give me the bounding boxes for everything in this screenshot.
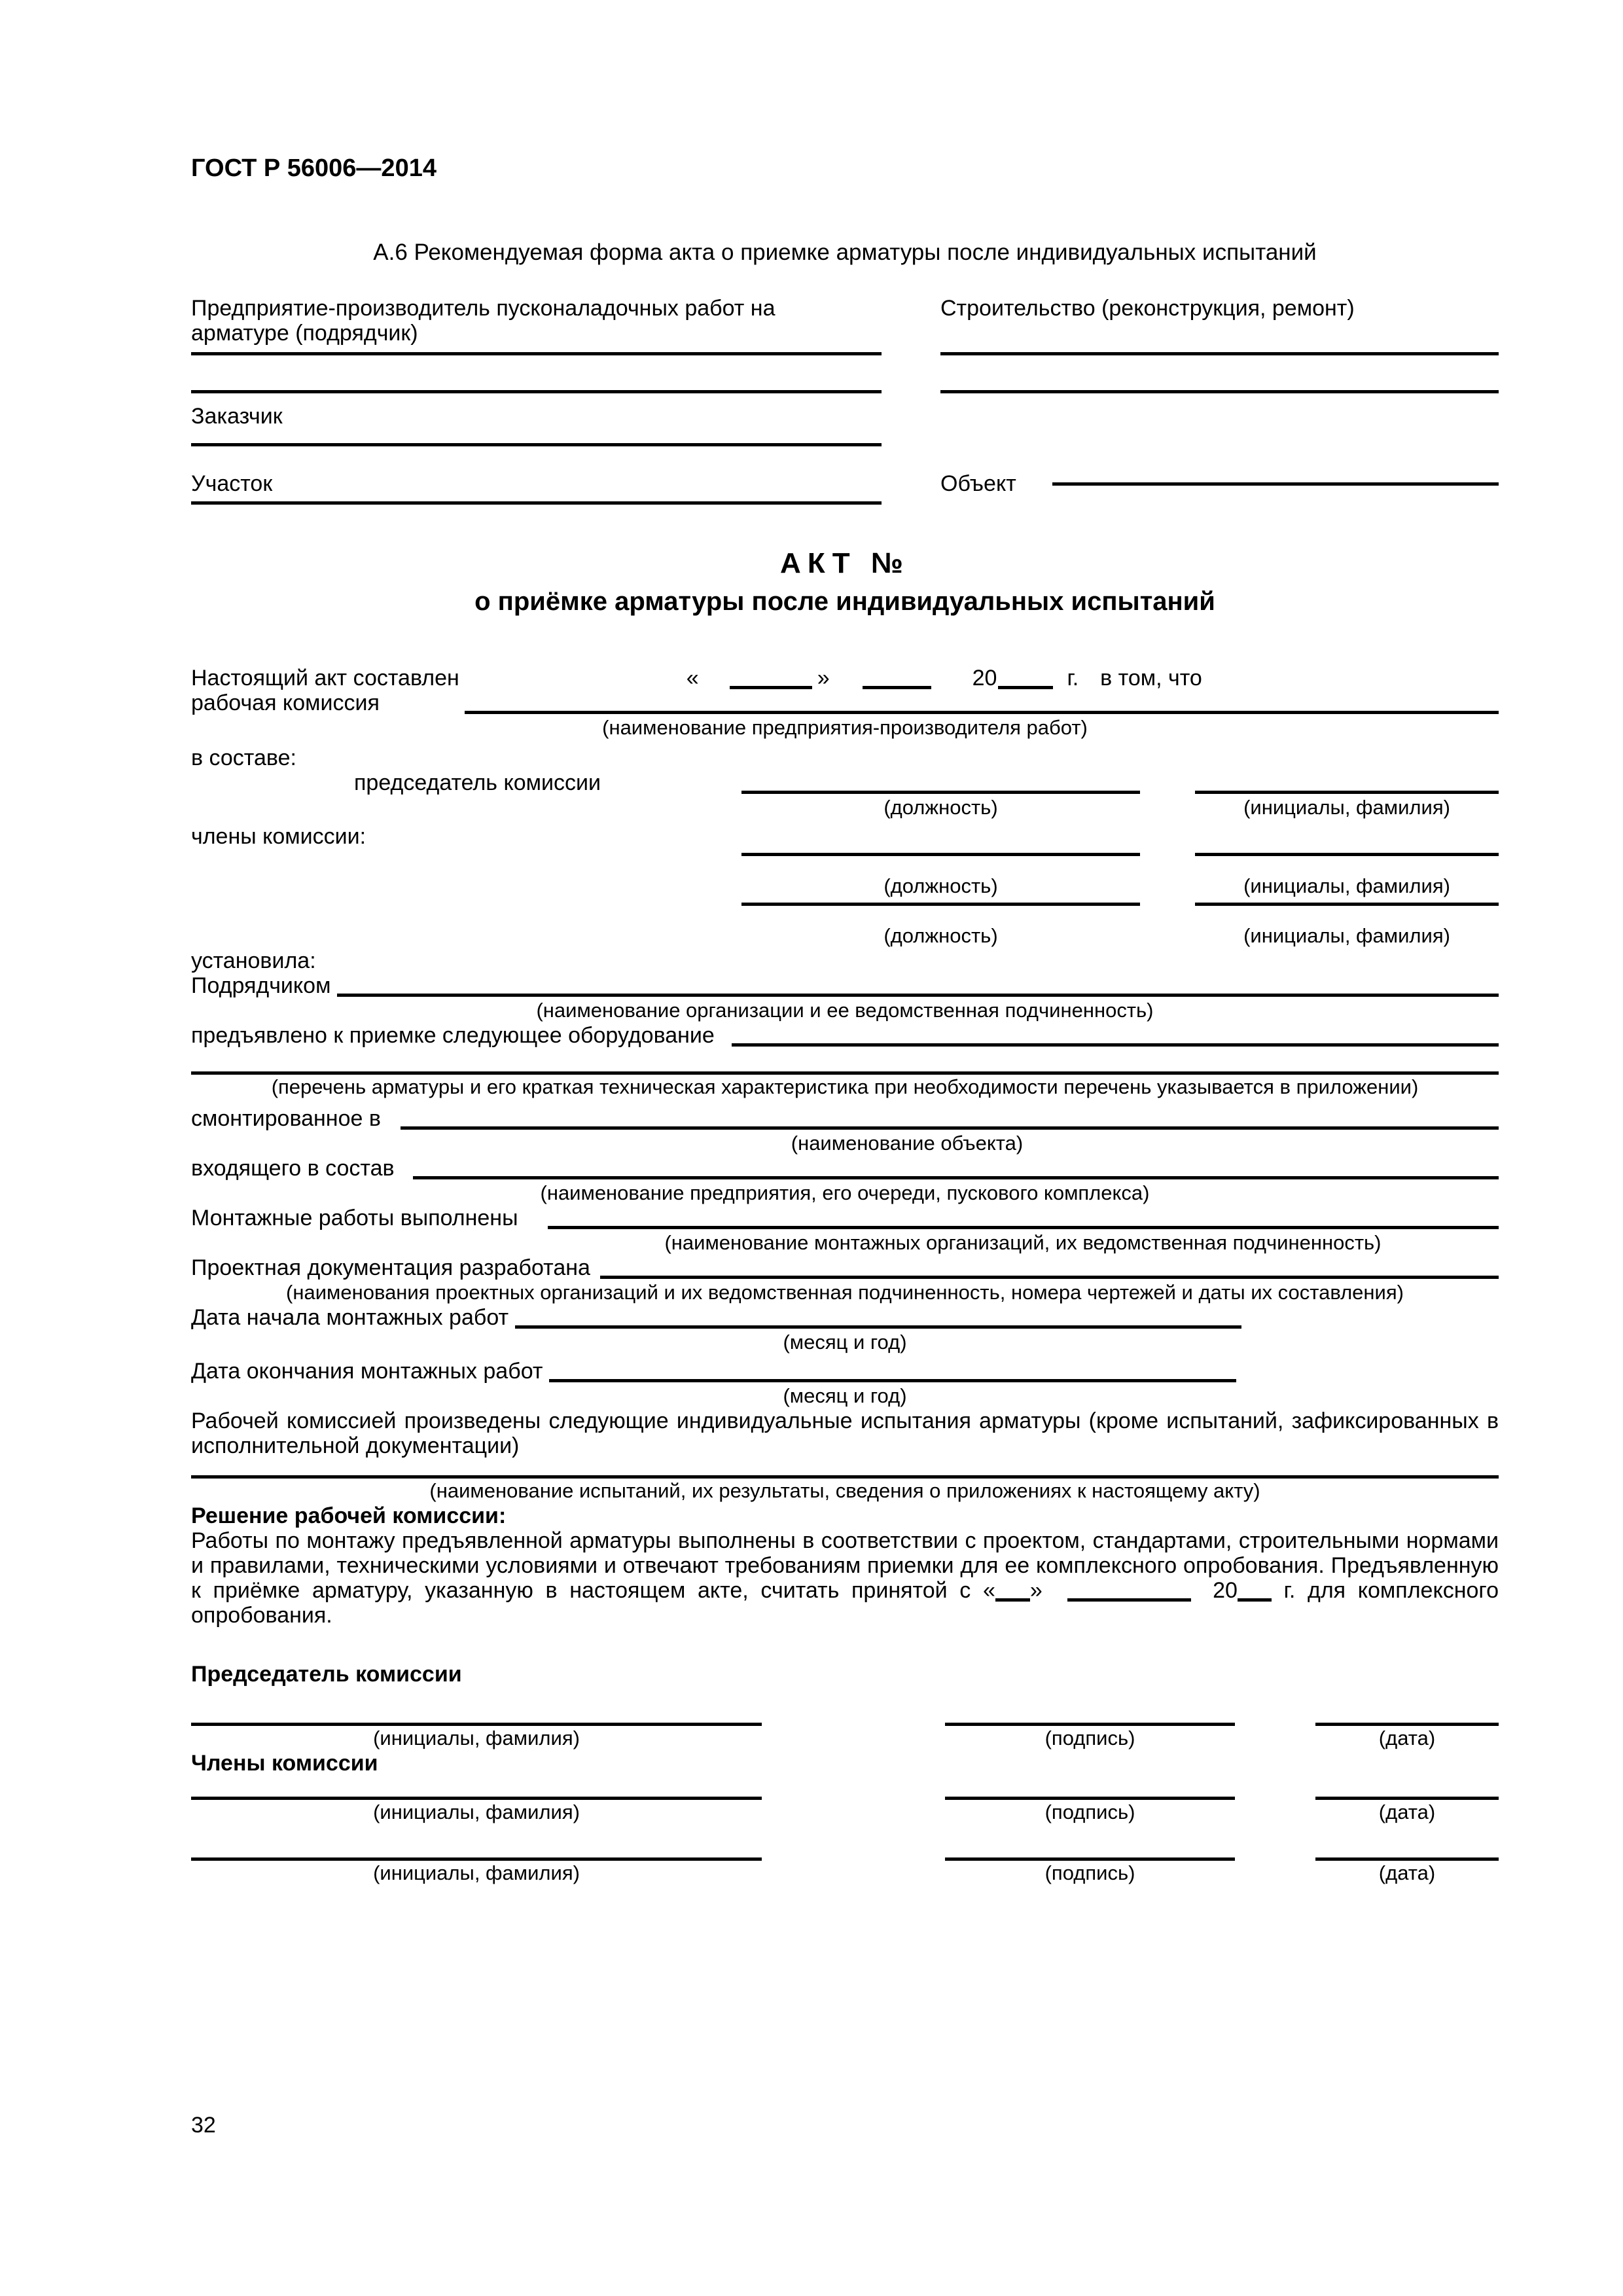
chairman-row [191,770,1499,795]
construction-extra-line [940,355,1499,393]
decision-paragraph [191,1528,1499,1628]
sign-caption: (подпись) [1044,1861,1135,1884]
position-caption: (должность) [883,874,998,897]
header-fields-block [191,296,1499,505]
gap [1235,1861,1315,1886]
member1-captions [191,874,1499,899]
quote-close: » [1029,1578,1043,1603]
start-date-label: Дата начала монтажных работ [191,1305,509,1330]
position-caption: (должность) [883,924,998,947]
chairman-signature-title: Председатель комиссии [191,1662,462,1687]
project-doc-row [191,1255,1499,1280]
name-caption: (инициалы, фамилия) [1243,874,1450,897]
member2-name-fill [1195,903,1499,906]
gap [762,1861,945,1886]
part-of-caption: (наименование предприятия, его очереди, пускового комплекса) [540,1181,1150,1204]
name-caption: (инициалы, фамилия) [373,1727,580,1749]
tests-fill-line [191,1458,1499,1479]
decision-text-before: Работы по монтажу предъявленной арматуры выполнены в соответствии с проектом, стандартами, строительными нормами и правилами, техническими условиями и отвечают требованиям приемки для ее комплексного опробования. Предъявленную к приёмке арматуру, указанную в настоящем акте, считать принятой с [191,1528,1499,1603]
mounted-row [191,1106,1499,1131]
tests-caption: (наименование испытаний, их результаты, сведения о приложениях к настоящему акту) [429,1479,1260,1502]
gap [1235,1800,1315,1825]
gap [762,1800,945,1825]
presented-caption: (перечень арматуры и его краткая техническая характеристика при необходимости перечень указывается в приложении) [271,1075,1419,1098]
contractor-field [191,296,882,355]
presented-extra-line [191,1048,1499,1075]
decision-day-blank [995,1598,1030,1602]
composed-date-row [191,666,1499,691]
contractor-row-label: Подрядчиком [191,973,331,998]
part-of-label: входящего в состав [191,1156,395,1181]
project-doc-fill [600,1276,1499,1279]
sign-caption: (подпись) [1044,1727,1135,1749]
site-field [191,446,882,505]
gap [1140,874,1195,899]
part-of-fill [413,1176,1499,1179]
chairman-name-fill [1195,791,1499,794]
decision-title: Решение рабочей комиссии: [191,1503,507,1528]
member-signature-captions-2 [191,1861,1499,1886]
sign-caption: (подпись) [1044,1801,1135,1823]
act-body [191,666,1499,1886]
object-label: Объект [940,471,1016,496]
spacer [191,874,741,899]
mounted-fill [401,1126,1499,1130]
spacer [191,924,741,948]
gost-standard-number: ГОСТ Р 56006—2014 [191,154,437,182]
year-blank [998,686,1053,689]
member2-position-fill [741,903,1140,906]
date-caption: (дата) [1378,1727,1436,1749]
decision-month-blank [1067,1598,1191,1602]
project-doc-label: Проектная документация разработана [191,1255,590,1280]
end-date-label: Дата окончания монтажных работ [191,1359,543,1384]
tests-paragraph: Рабочей комиссией произведены следующие индивидуальные испытания арматуры (кроме испытаний, зафиксированных в исполнительной документации) [191,1408,1499,1458]
end-date-row [191,1359,1499,1384]
gap [1140,795,1195,820]
commission-name-caption: (наименование предприятия-производителя работ) [602,716,1088,739]
position-caption: (должность) [883,796,998,819]
customer-field [191,393,882,446]
quote-close: » [817,666,830,691]
member2-captions [191,924,1499,948]
construction-field [940,296,1499,355]
start-date-row [191,1305,1499,1330]
works-done-caption: (наименование монтажных организаций, их ведомственная подчиненность) [664,1231,1382,1254]
decision-year-blank [1238,1598,1272,1602]
end-date-caption: (месяц и год) [783,1384,907,1407]
end-date-fill [549,1379,1236,1382]
object-fill-line [1052,482,1499,486]
presented-fill [732,1043,1499,1047]
members-signature-title: Члены комиссии [191,1751,378,1776]
composed-prefix: Настоящий акт составлен [191,666,459,691]
works-done-row [191,1206,1499,1230]
date-caption: (дата) [1378,1801,1436,1823]
gap [1235,1726,1315,1751]
member-signature-captions-1 [191,1800,1499,1825]
site-label: Участок [191,471,273,496]
in-composition-label: в составе: [191,745,296,770]
contractor-caption: (наименование организации и ее ведомственная подчиненность) [536,999,1154,1022]
page-number: 32 [191,2113,216,2138]
chairman-position-fill [741,791,1140,794]
presented-label: предъявлено к приемке следующее оборудование [191,1023,715,1048]
commission-name-row [191,691,1499,715]
contractor-label: Предприятие-производитель пусконаладочных работ на арматуре (подрядчик) [191,296,776,346]
spacer [191,795,741,820]
contractor-row [191,973,1499,998]
name-caption: (инициалы, фамилия) [1243,924,1450,947]
construction-label: Строительство (реконструкция, ремонт) [940,296,1355,321]
contractor-extra-line [191,355,882,393]
chairman-signature-captions [191,1726,1499,1751]
works-done-fill [548,1226,1499,1229]
member1-position-fill [741,853,1140,856]
quote-open: « [982,1578,995,1603]
year-suffix: г. [1067,666,1079,691]
name-caption: (инициалы, фамилия) [373,1861,580,1884]
right-spacer [940,393,1499,446]
contractor-fill [337,994,1499,997]
members-label: члены комиссии: [191,824,366,849]
chairman-label: председатель комиссии [354,770,601,795]
decision-year-prefix: 20 [1213,1578,1238,1603]
member-row-1 [191,849,1499,874]
member-row-2 [191,899,1499,924]
day-blank [730,686,812,689]
gap [762,1726,945,1751]
mounted-caption: (наименование объекта) [791,1132,1024,1155]
date-caption: (дата) [1378,1861,1436,1884]
project-doc-caption: (наименования проектных организаций и их ведомственная подчиненность, номера чертежей и даты их составления) [286,1281,1404,1304]
act-title-block [191,547,1499,617]
part-of-row [191,1156,1499,1181]
year-prefix: 20 [972,666,997,691]
commission-name-fill [465,711,1499,714]
section-title: А.6 Рекомендуемая форма акта о приемке арматуры после индивидуальных испытаний [373,240,1317,265]
act-number-title: АКТ № [780,547,910,579]
object-field [940,446,1499,505]
act-subtitle: о приёмке арматуры после индивидуальных испытаний [474,587,1215,616]
established-label: установила: [191,948,316,973]
decision-text-after: г. для комплексного опробования. [191,1578,1499,1628]
quote-open: « [686,666,699,691]
start-date-caption: (месяц и год) [783,1331,907,1354]
mounted-label: смонтированное в [191,1106,381,1131]
member1-name-fill [1195,853,1499,856]
name-caption: (инициалы, фамилия) [373,1801,580,1823]
presented-row [191,1023,1499,1048]
composed-suffix: в том, что [1100,666,1202,691]
chairman-captions [191,795,1499,820]
works-done-label: Монтажные работы выполнены [191,1206,518,1230]
customer-label: Заказчик [191,404,283,429]
name-caption: (инициалы, фамилия) [1243,796,1450,819]
start-date-fill [515,1325,1241,1329]
gap [1140,924,1195,948]
commission-name-label: рабочая комиссия [191,691,380,715]
month-blank [863,686,931,689]
